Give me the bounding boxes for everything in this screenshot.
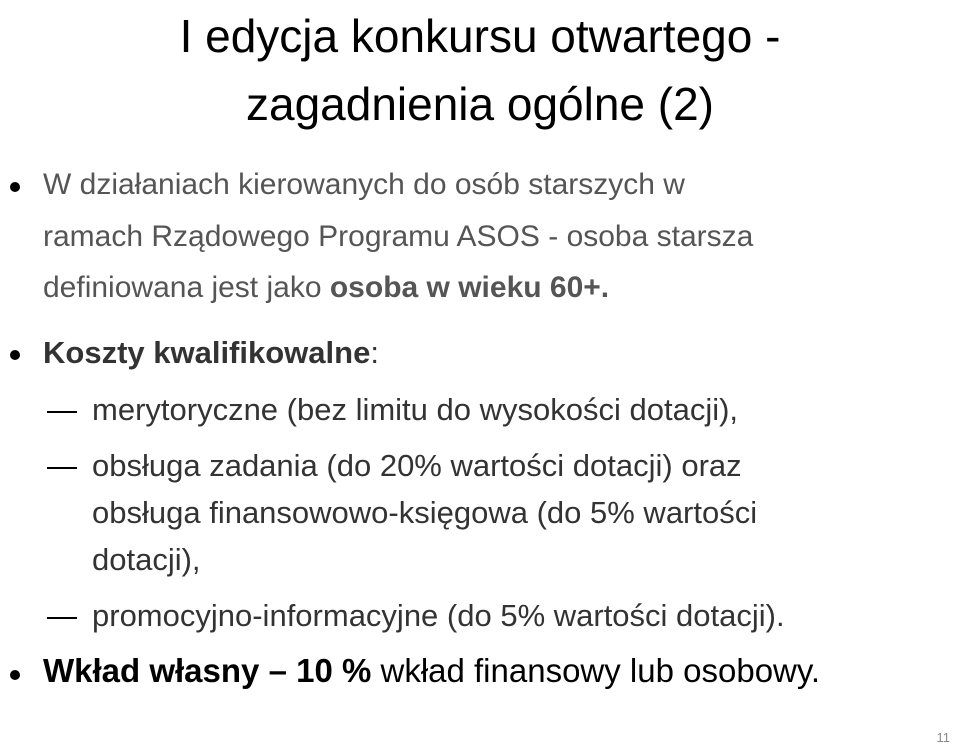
sub-item-2-line-2: obsługa finansowowo-księgowa (do 5% wartości (92, 495, 758, 530)
bullet-dot (10, 670, 20, 680)
bullet1-line-2: ramach Rządowego Programu ASOS - osoba starsza (43, 220, 754, 253)
bullet3-rest: wkład finansowy lub osobowy. (371, 652, 821, 689)
sub-item-3: promocyjno-informacyjne (do 5% wartości dotacji). (92, 598, 785, 633)
bullet-dot (10, 350, 20, 360)
bullet1-line-1: W działaniach kierowanych do osób starszych w (43, 168, 685, 201)
sub-dash (47, 467, 77, 469)
page-number: 11 (936, 730, 950, 745)
bullet3-line (43, 652, 820, 690)
slide-title (0, 0, 960, 138)
sub-item-2-line-3: dotacji), (92, 542, 201, 577)
sub-dash (47, 411, 77, 413)
title-line-2: zagadnienia ogólne (2) (245, 78, 715, 130)
bullet-dot (10, 182, 20, 192)
bullet2-label-colon: : (370, 335, 379, 370)
sub-item-1: merytoryczne (bez limitu do wysokości dotacji), (92, 392, 739, 427)
sub-dash (47, 617, 77, 619)
bullet1-emphasis: osoba w wieku 60+. (329, 271, 610, 304)
bullet1-text: definiowana jest jako (43, 271, 330, 304)
sub-item-2-line-1: obsługa zadania (do 20% wartości dotacji) oraz (92, 448, 742, 483)
title-line-1: I edycja konkursu otwartego - (179, 10, 781, 62)
bullet1-line-3 (43, 271, 609, 305)
bullet2-label (43, 335, 379, 371)
bullet3-bold: Wkład własny – 10 % (43, 652, 372, 689)
bullet2-label-bold: Koszty kwalifikowalne (43, 335, 371, 370)
